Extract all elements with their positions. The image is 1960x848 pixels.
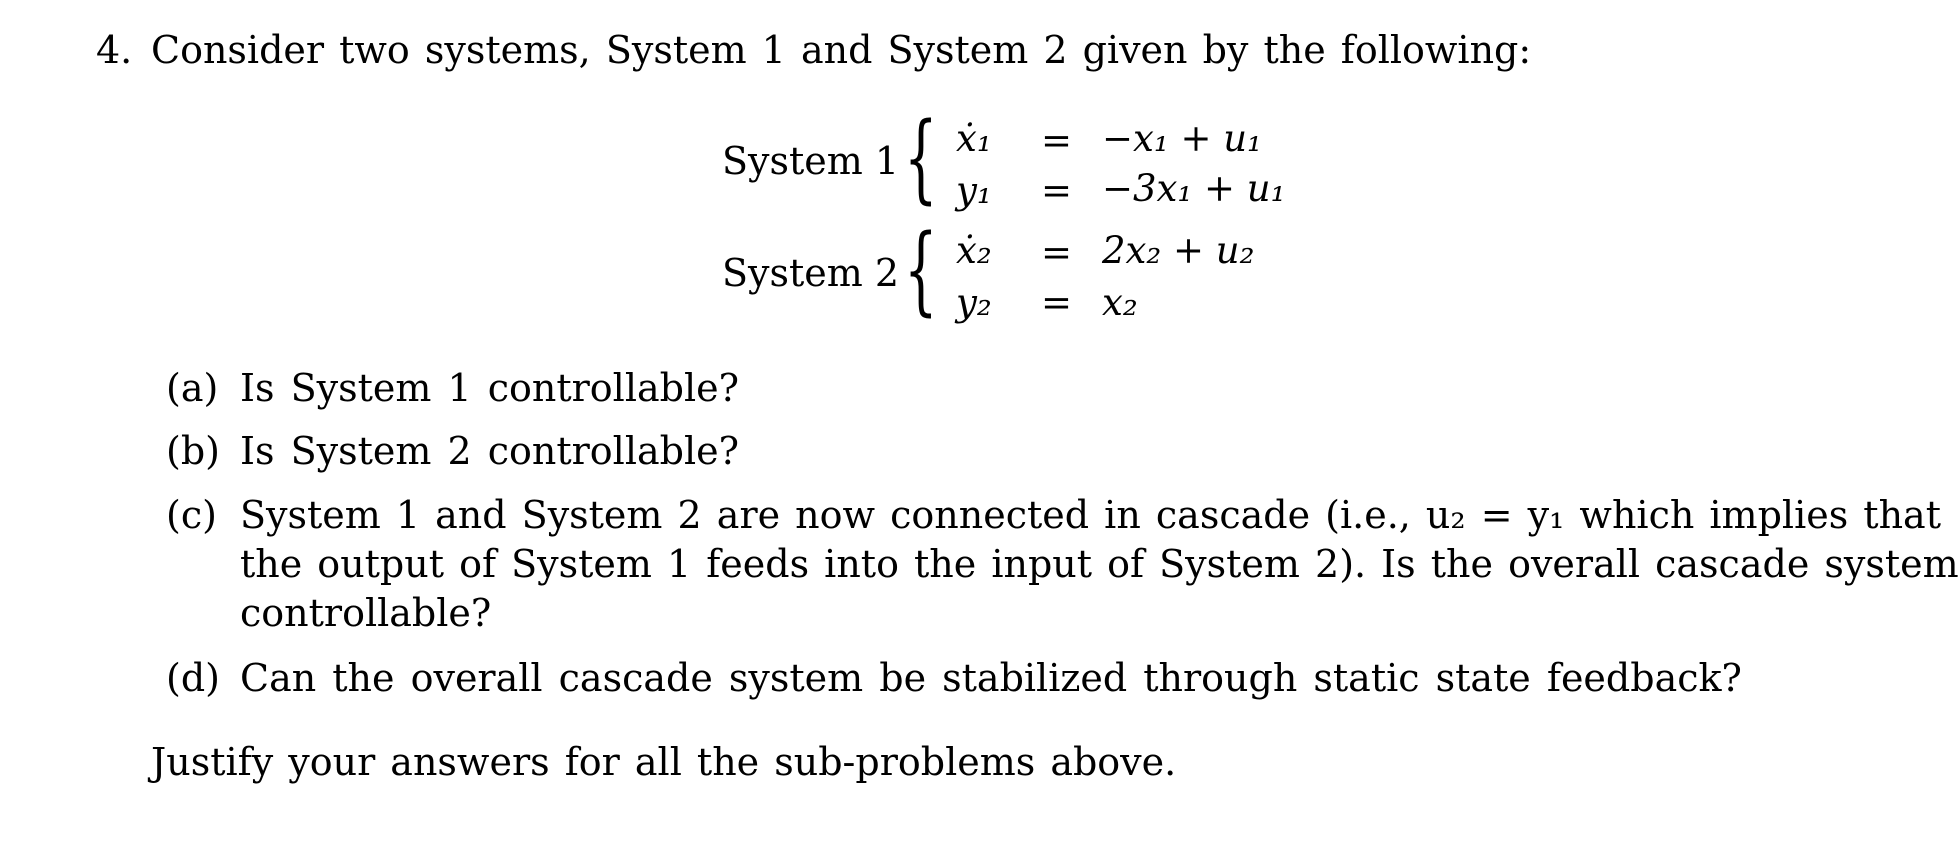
- system-2-brace: {: [904, 214, 938, 326]
- part-b-label: (b): [166, 429, 220, 473]
- closing-instruction: Justify your answers for all the sub-problems above.: [151, 740, 1177, 784]
- part-a-label: (a): [166, 366, 219, 410]
- part-c-line-3: controllable?: [240, 591, 492, 635]
- part-d-label: (d): [166, 656, 220, 700]
- system-2-label: System 2: [722, 251, 900, 295]
- system-2-row-2-rhs: x₂: [1102, 281, 1138, 324]
- system-1-brace: {: [904, 102, 938, 214]
- system-1-row-1-lhs: ẋ₁: [956, 117, 992, 160]
- system-1-row-2-equals: =: [1041, 169, 1073, 212]
- system-2-row-1-lhs: ẋ₂: [956, 229, 992, 272]
- system-1-row-1-equals: =: [1041, 119, 1073, 162]
- system-1-row-2-lhs: y₁: [956, 169, 992, 212]
- system-1-label: System 1: [722, 139, 900, 183]
- problem-number: 4.: [96, 28, 133, 72]
- part-b-text: Is System 2 controllable?: [240, 429, 739, 473]
- part-c-label: (c): [166, 493, 217, 537]
- system-2-row-1-equals: =: [1041, 231, 1073, 274]
- system-2-row-1-rhs: 2x₂ + u₂: [1102, 229, 1255, 272]
- part-c-line-2: the output of System 1 feeds into the input of System 2). Is the overall cascade system: [240, 542, 1959, 586]
- part-a-text: Is System 1 controllable?: [240, 366, 739, 410]
- part-c-line-1: System 1 and System 2 are now connected in cascade (i.e., u₂ = y₁ which implies that: [240, 493, 1941, 537]
- system-2-row-2-equals: =: [1041, 281, 1073, 324]
- system-2-row-2-lhs: y₂: [956, 281, 992, 324]
- system-1-row-1-rhs: −x₁ + u₁: [1102, 117, 1262, 160]
- problem-statement: Consider two systems, System 1 and System 2 given by the following:: [151, 28, 1532, 72]
- system-1-row-2-rhs: −3x₁ + u₁: [1102, 167, 1286, 210]
- part-d-text: Can the overall cascade system be stabilized through static state feedback?: [240, 656, 1742, 700]
